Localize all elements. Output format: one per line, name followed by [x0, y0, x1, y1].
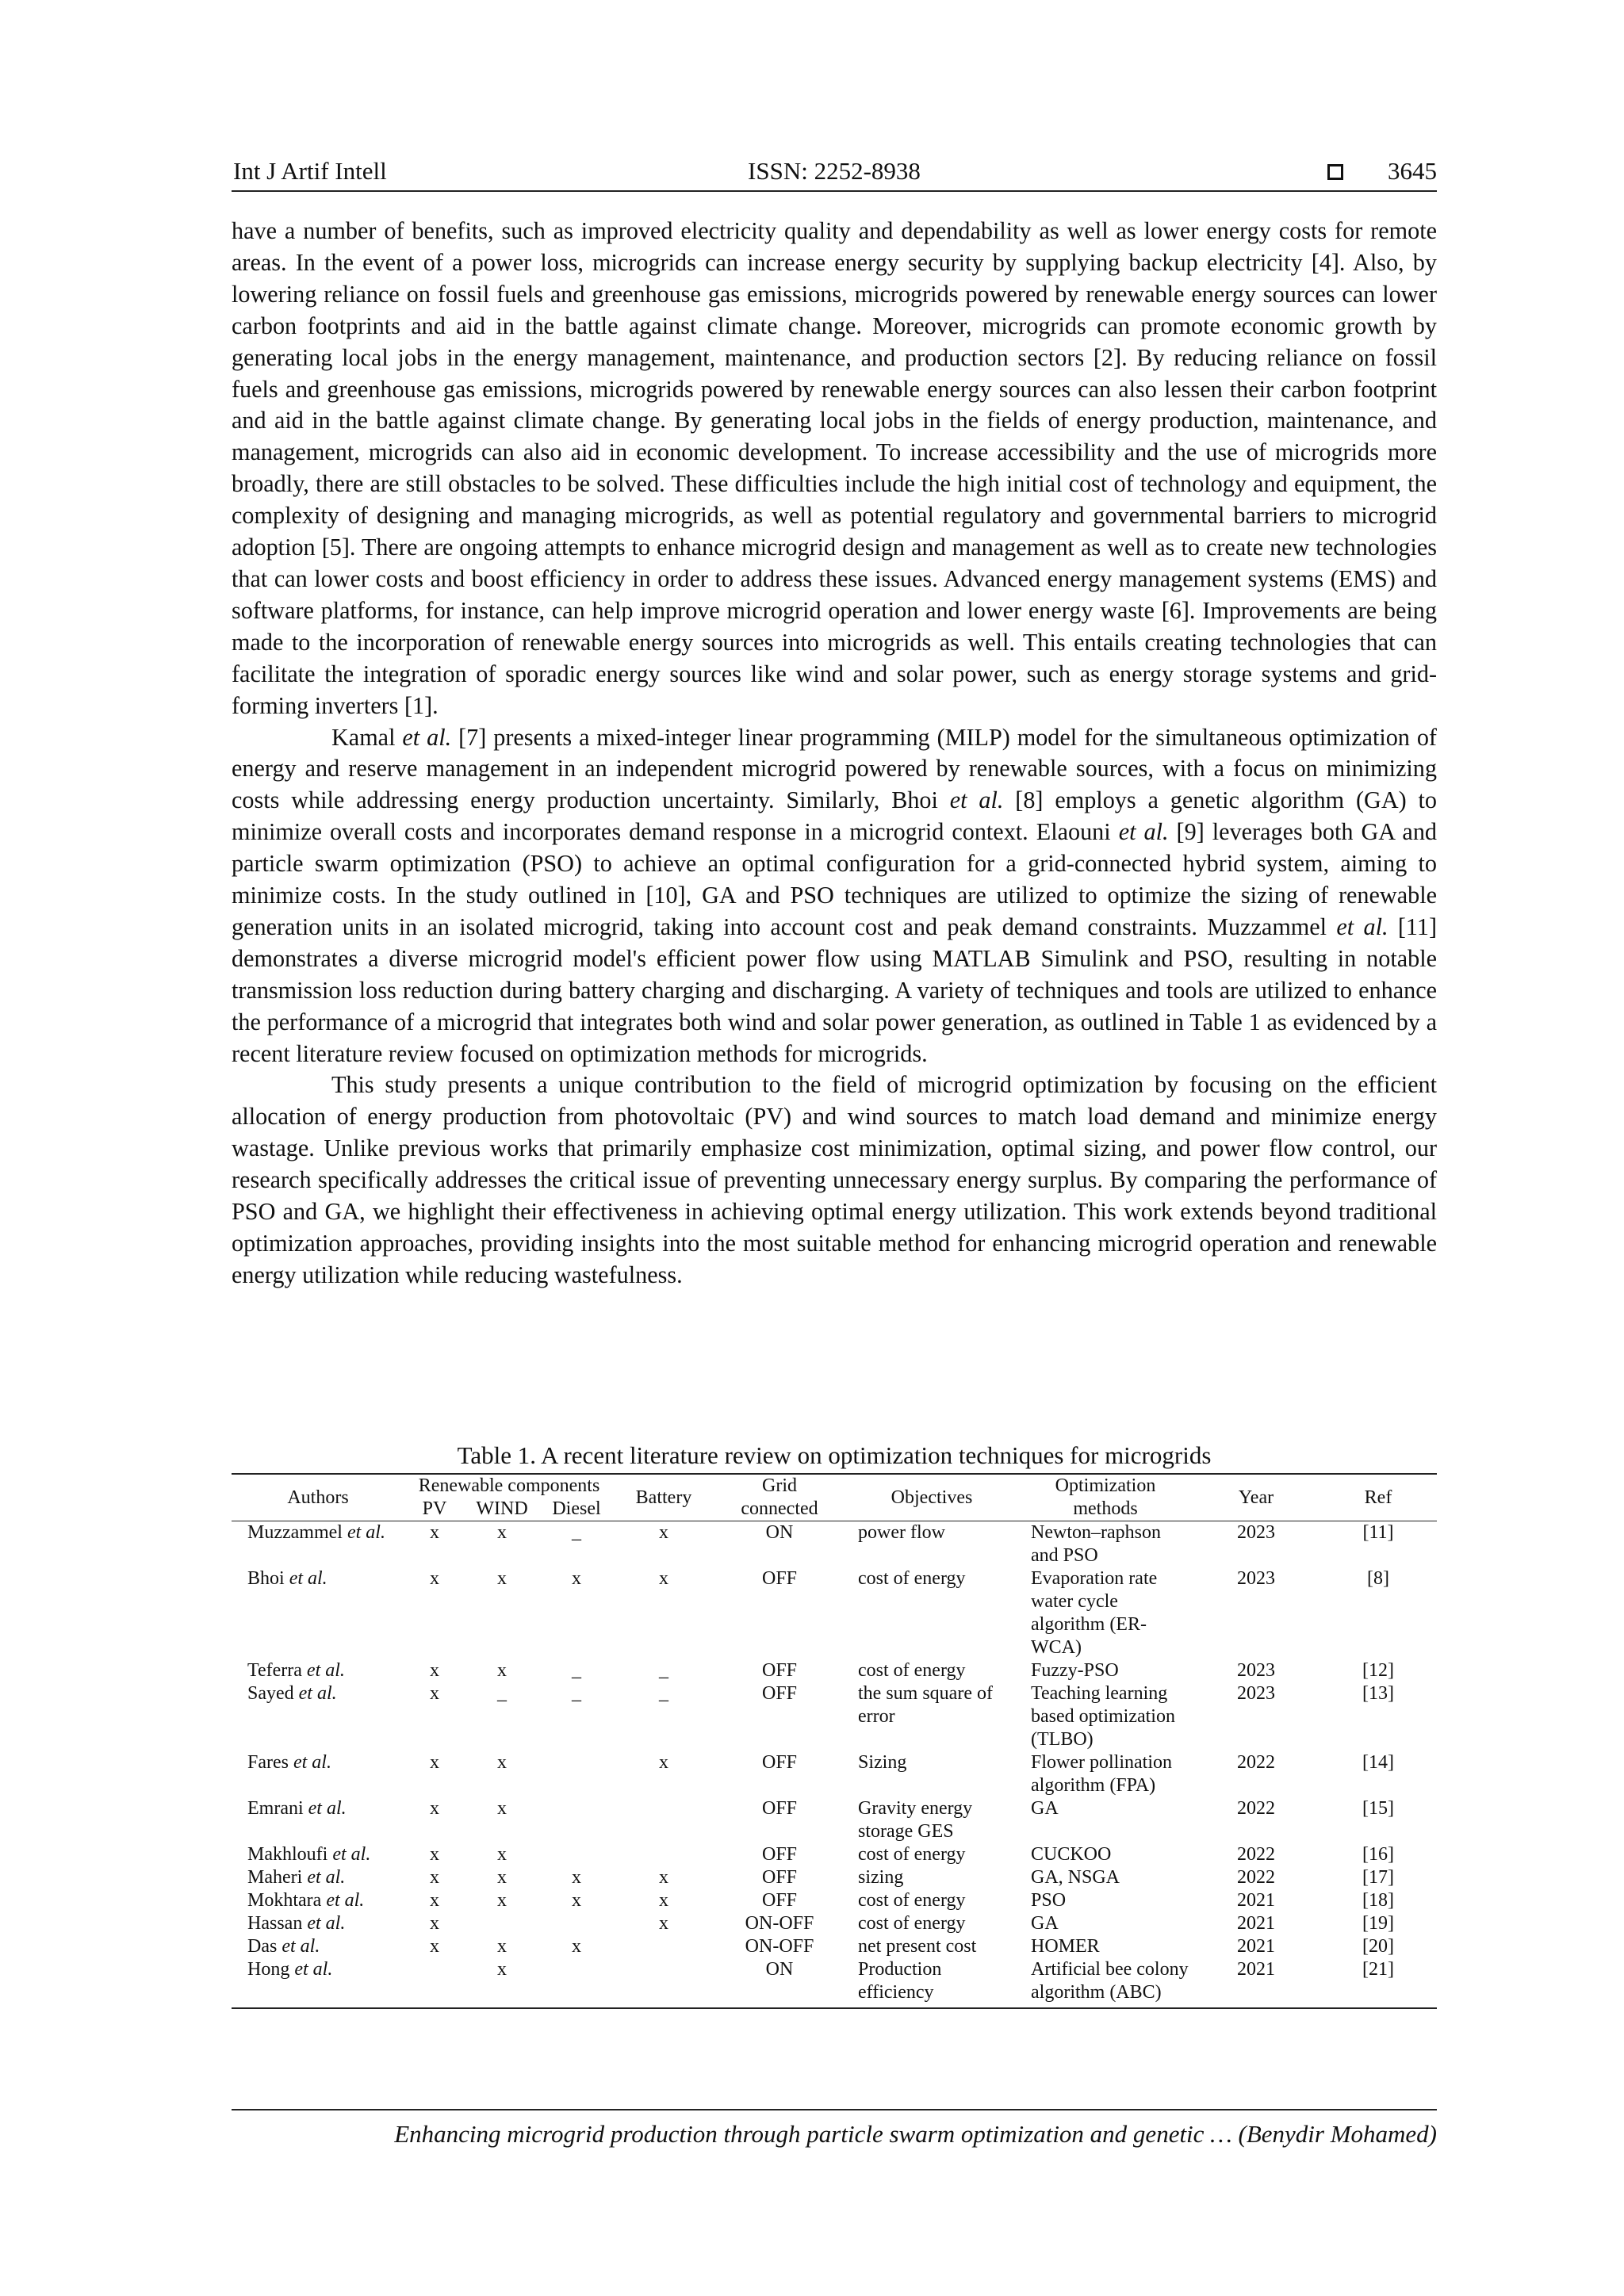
- cell-ref: [13]: [1362, 1683, 1394, 1704]
- author-name: Maheri: [247, 1867, 303, 1888]
- cell-battery: x: [659, 1890, 668, 1911]
- table-row: [232, 1866, 1437, 1889]
- cell-grid: OFF: [761, 1568, 798, 1589]
- et-al: et al.: [293, 1752, 331, 1773]
- cell-method: PSO: [1031, 1890, 1067, 1911]
- cell-objective: Sizing: [858, 1752, 907, 1773]
- et-al: et al.: [332, 1844, 371, 1865]
- cell-objective: Production efficiency: [845, 1958, 1018, 2008]
- cell-grid: ON-OFF: [745, 1936, 814, 1957]
- running-header: [232, 155, 1437, 192]
- cell-method: GA: [1031, 1913, 1059, 1934]
- cell-grid: ON-OFF: [745, 1913, 814, 1934]
- text-span: [7] presents a mixed-integer linear programming (MILP) model for the simultaneous optimization of energy and reserve management in an independent microgrid powered by renewable sources, with a focus on minimizing costs while addressing energy production uncertainty. Similarly, Bhoi: [232, 723, 1437, 814]
- cell-year: 2023: [1237, 1522, 1275, 1543]
- literature-table: [232, 1473, 1437, 2009]
- cell-author: [232, 1935, 404, 1958]
- cell-diesel: x: [572, 1936, 581, 1957]
- cell-pv: x: [430, 1936, 439, 1957]
- cell-ref: [12]: [1362, 1660, 1394, 1681]
- cell-year: 2023: [1237, 1568, 1275, 1589]
- cell-battery: x: [659, 1752, 668, 1773]
- cell-pv: [404, 1958, 465, 2008]
- table-caption: Table 1. A recent literature review on optimization techniques for microgrids: [457, 1441, 1212, 1469]
- header-grid: [714, 1474, 845, 1521]
- cell-wind: x: [497, 1798, 507, 1819]
- cell-wind: x: [497, 1522, 507, 1543]
- text-span: Kamal: [331, 723, 396, 751]
- cell-battery: x: [659, 1522, 668, 1543]
- cell-method: GA: [1031, 1798, 1059, 1819]
- table-row: [232, 1751, 1437, 1797]
- journal-name: Int J Artif Intell: [233, 157, 387, 185]
- cell-ref: [15]: [1362, 1798, 1394, 1819]
- cell-author: [232, 1521, 404, 1568]
- cell-year: 2021: [1237, 1913, 1275, 1934]
- cell-pv: x: [430, 1913, 439, 1934]
- cell-battery: [614, 1935, 714, 1958]
- table-row: [232, 1912, 1437, 1935]
- et-al: et al.: [307, 1867, 346, 1888]
- cell-objective: cost of energy: [858, 1568, 966, 1589]
- cell-method: Evaporation rate water cycle algorithm (ER-WCA): [1031, 1568, 1158, 1658]
- header-grid-line2: connected: [741, 1498, 818, 1519]
- cell-diesel: x: [572, 1867, 581, 1888]
- header-objectives: Objectives: [845, 1474, 1018, 1521]
- cell-pv: x: [430, 1683, 439, 1704]
- cell-diesel: x: [572, 1890, 581, 1911]
- cell-grid: OFF: [761, 1752, 798, 1773]
- table-row: [232, 1682, 1437, 1751]
- cell-objective: power flow: [858, 1522, 945, 1543]
- cell-battery: x: [659, 1913, 668, 1934]
- header-year: Year: [1193, 1474, 1320, 1521]
- cell-battery: [614, 1843, 714, 1866]
- text-span: [8] employs a genetic algorithm (GA) to minimize overall costs and incorporates demand response in a microgrid context. Elaouni: [232, 786, 1437, 846]
- text-span: [9] leverages both GA and particle swarm optimization (PSO) to achieve an optimal configuration for a grid-connected hybrid system, aiming to minimize costs. In the study outlined in [10], GA and PSO techniques are utilized to optimize the sizing of renewable generation units in an isolated microgrid, taking into account cost and peak demand constraints. Muzzammel: [232, 818, 1438, 940]
- running-footer: [232, 2109, 1437, 2148]
- cell-pv: x: [430, 1660, 439, 1681]
- cell-method: HOMER: [1031, 1936, 1100, 1957]
- cell-ref: [16]: [1362, 1844, 1394, 1865]
- cell-battery: _: [659, 1683, 668, 1704]
- cell-author: [232, 1889, 404, 1912]
- cell-battery: [614, 1958, 714, 2008]
- header-battery: Battery: [614, 1474, 714, 1521]
- table-row: [232, 1935, 1437, 1958]
- issn: ISSN: 2252-8938: [748, 157, 921, 185]
- cell-battery: [614, 1797, 714, 1843]
- et-al: et al.: [1336, 913, 1388, 940]
- et-al: et al.: [1118, 818, 1169, 846]
- cell-diesel: [539, 1958, 614, 2008]
- table-body: [232, 1521, 1437, 2009]
- et-al: et al.: [402, 723, 452, 751]
- cell-objective: cost of energy: [858, 1913, 966, 1934]
- cell-year: 2021: [1237, 1890, 1275, 1911]
- cell-author: [232, 1912, 404, 1935]
- cell-wind: x: [497, 1867, 507, 1888]
- cell-objective: cost of energy: [858, 1844, 966, 1865]
- cell-diesel: _: [572, 1683, 581, 1704]
- cell-grid: OFF: [761, 1660, 798, 1681]
- cell-pv: x: [430, 1867, 439, 1888]
- cell-year: 2022: [1237, 1844, 1275, 1865]
- author-name: Makhloufi: [247, 1844, 328, 1865]
- body-text: [232, 216, 1437, 1292]
- cell-method: Teaching learning based optimization (TLBO): [1031, 1683, 1175, 1750]
- cell-ref: [17]: [1362, 1867, 1394, 1888]
- page-number: 3645: [1388, 157, 1437, 185]
- cell-pv: x: [430, 1568, 439, 1589]
- cell-year: 2023: [1237, 1683, 1275, 1704]
- cell-author: [232, 1751, 404, 1797]
- cell-diesel: _: [572, 1522, 581, 1543]
- cell-grid: OFF: [761, 1890, 798, 1911]
- cell-wind: x: [497, 1890, 507, 1911]
- et-al: et al.: [294, 1959, 333, 1980]
- author-name: Fares: [247, 1752, 289, 1773]
- cell-wind: x: [497, 1660, 507, 1681]
- cell-battery: _: [659, 1660, 668, 1681]
- author-name: Mokhtara: [247, 1890, 322, 1911]
- cell-objective: net present cost: [858, 1936, 977, 1957]
- cell-method: Flower pollination algorithm (FPA): [1031, 1752, 1172, 1796]
- cell-method: CUCKOO: [1031, 1844, 1112, 1865]
- cell-author: [232, 1958, 404, 2008]
- cell-wind: _: [497, 1683, 507, 1704]
- cell-ref: [20]: [1362, 1936, 1394, 1957]
- cell-year: 2022: [1237, 1867, 1275, 1888]
- text-span: [11] demonstrates a diverse microgrid model's efficient power flow using MATLAB Simulink and PSO, resulting in notable transmission loss reduction during battery charging and discharging. A variety of techniques and tools are utilized to enhance the performance of a microgrid that integrates both wind and solar power generation, as outlined in Table 1 as evidenced by a recent literature review focused on optimization methods for microgrids.: [232, 913, 1437, 1067]
- cell-diesel: [539, 1797, 614, 1843]
- cell-objective: Gravity energy storage GES: [858, 1798, 973, 1842]
- cell-grid: ON: [714, 1958, 845, 2008]
- cell-wind: x: [465, 1958, 539, 2008]
- cell-objective: sizing: [858, 1867, 904, 1888]
- author-name: Bhoi: [247, 1568, 285, 1589]
- et-al: et al.: [289, 1568, 327, 1589]
- page-number-group: [1327, 157, 1437, 186]
- table-row: [232, 1958, 1437, 2008]
- paragraph-2: [232, 722, 1437, 1070]
- cell-ref: [19]: [1362, 1913, 1394, 1934]
- author-name: Hong: [247, 1959, 290, 1980]
- cell-grid: OFF: [761, 1683, 798, 1704]
- et-al: et al.: [326, 1890, 365, 1911]
- paragraph-1: have a number of benefits, such as improved electricity quality and dependability as well as lower energy costs for remote areas. In the event of a power loss, microgrids can increase energy security by supplying backup electricity [4]. Also, by lowering reliance on fossil fuels and greenhouse gas emissions, microgrids powered by renewable energy sources can lower carbon footprints and aid in the battle against climate change. Moreover, microgrids can promote economic growth by generating local jobs in the energy management, maintenance, and production sectors [2]. By reducing reliance on fossil fuels and greenhouse gas emissions, microgrids powered by renewable energy sources can also lessen their carbon footprint and aid in the battle against climate change. By generating local jobs in the fields of energy production, maintenance, and management, microgrids can also aid in economic development. To increase accessibility and the use of microgrids more broadly, there are still obstacles to be solved. These difficulties include the high initial cost of technology and equipment, the complexity of designing and managing microgrids, as well as potential regulatory and governmental barriers to microgrid adoption [5]. There are ongoing attempts to enhance microgrid design and management as well as to create new technologies that can lower costs and boost efficiency in order to address these issues. Advanced energy management systems (EMS) and software platforms, for instance, can help improve microgrid operation and lower energy waste [6]. Improvements are being made to the incorporation of renewable energy sources into microgrids as well. This entails creating technologies that can facilitate the integration of sporadic energy sources like wind and solar power, such as energy storage systems and grid-forming inverters [1].: [232, 217, 1437, 719]
- cell-year: 2022: [1237, 1752, 1275, 1773]
- cell-wind: [465, 1912, 539, 1935]
- table-row: [232, 1567, 1437, 1659]
- footer-title: Enhancing microgrid production through particle swarm optimization and genetic … (Benydir Mohamed): [394, 2120, 1437, 2148]
- et-al: et al.: [306, 1660, 345, 1681]
- cell-diesel: [539, 1912, 614, 1935]
- cell-ref: [8]: [1367, 1568, 1389, 1589]
- cell-author: [232, 1843, 404, 1866]
- cell-battery: x: [659, 1568, 668, 1589]
- cell-author: [232, 1797, 404, 1843]
- cell-diesel: [539, 1751, 614, 1797]
- cell-year: 2021: [1193, 1958, 1320, 2008]
- et-al: et al.: [347, 1522, 385, 1543]
- cell-grid: OFF: [761, 1844, 798, 1865]
- cell-ref: [11]: [1362, 1522, 1394, 1543]
- cell-method: Fuzzy-PSO: [1031, 1660, 1119, 1681]
- header-diesel: Diesel: [539, 1498, 614, 1521]
- cell-diesel: _: [572, 1660, 581, 1681]
- table-row: [232, 1659, 1437, 1682]
- cell-pv: x: [430, 1522, 439, 1543]
- header-wind: WIND: [465, 1498, 539, 1521]
- cell-wind: x: [497, 1936, 507, 1957]
- cell-objective: the sum square of error: [858, 1683, 993, 1727]
- table-row: [232, 1797, 1437, 1843]
- cell-objective: cost of energy: [858, 1660, 966, 1681]
- table-row: [232, 1843, 1437, 1866]
- cell-grid: OFF: [761, 1867, 798, 1888]
- cell-grid: ON: [765, 1522, 794, 1543]
- header-renewable: Renewable components: [404, 1474, 614, 1498]
- cell-method: GA, NSGA: [1031, 1867, 1120, 1888]
- table-row: [232, 1889, 1437, 1912]
- cell-diesel: [539, 1843, 614, 1866]
- header-grid-line1: Grid: [762, 1475, 797, 1496]
- cell-pv: x: [430, 1798, 439, 1819]
- cell-year: 2023: [1237, 1660, 1275, 1681]
- cell-wind: x: [497, 1752, 507, 1773]
- author-name: Das: [247, 1936, 278, 1957]
- cell-method: Newton–raphson and PSO: [1031, 1522, 1161, 1566]
- header-ref: Ref: [1320, 1474, 1437, 1521]
- header-methods: [1018, 1474, 1193, 1521]
- et-al: et al.: [298, 1683, 337, 1704]
- cell-year: 2021: [1237, 1936, 1275, 1957]
- author-name: Sayed: [247, 1683, 294, 1704]
- cell-author: [232, 1866, 404, 1889]
- header-authors: Authors: [232, 1474, 404, 1521]
- author-name: Muzzammel: [247, 1522, 343, 1543]
- author-name: Emrani: [247, 1798, 304, 1819]
- cell-pv: x: [430, 1752, 439, 1773]
- et-al: et al.: [949, 786, 1004, 814]
- cell-author: [232, 1567, 404, 1659]
- cell-wind: x: [497, 1568, 507, 1589]
- cell-diesel: x: [572, 1568, 581, 1589]
- paragraph-3: This study presents a unique contribution to the field of microgrid optimization by focusing on the efficient allocation of energy production from photovoltaic (PV) and wind sources to match load demand and minimize energy wastage. Unlike previous works that primarily emphasize cost minimization, optimal sizing, and power flow control, our research specifically addresses the critical issue of preventing unnecessary energy surplus. By comparing the performance of PSO and GA, we highlight their effectiveness in achieving optimal energy utilization. This work extends beyond traditional optimization approaches, providing insights into the most suitable method for enhancing microgrid operation and renewable energy utilization while reducing wastefulness.: [232, 1071, 1437, 1288]
- cell-pv: x: [430, 1844, 439, 1865]
- header-pv: PV: [404, 1498, 465, 1521]
- header-methods-line1: Optimization: [1055, 1475, 1156, 1496]
- cell-author: [232, 1659, 404, 1682]
- cell-ref: [14]: [1362, 1752, 1394, 1773]
- cell-year: 2022: [1237, 1798, 1275, 1819]
- cell-ref: [21]: [1320, 1958, 1437, 2008]
- cell-pv: x: [430, 1890, 439, 1911]
- et-al: et al.: [308, 1798, 347, 1819]
- author-name: Hassan: [247, 1913, 303, 1934]
- et-al: et al.: [282, 1936, 320, 1957]
- cell-battery: x: [659, 1867, 668, 1888]
- cell-grid: OFF: [761, 1798, 798, 1819]
- square-bullet-icon: [1327, 164, 1343, 180]
- cell-ref: [18]: [1362, 1890, 1394, 1911]
- header-methods-line2: methods: [1073, 1498, 1138, 1519]
- table-row: [232, 1521, 1437, 1568]
- cell-objective: cost of energy: [858, 1890, 966, 1911]
- author-name: Teferra: [247, 1660, 302, 1681]
- et-al: et al.: [307, 1913, 346, 1934]
- cell-author: [232, 1682, 404, 1751]
- cell-wind: x: [497, 1844, 507, 1865]
- cell-method: Artificial bee colony algorithm (ABC): [1018, 1958, 1193, 2008]
